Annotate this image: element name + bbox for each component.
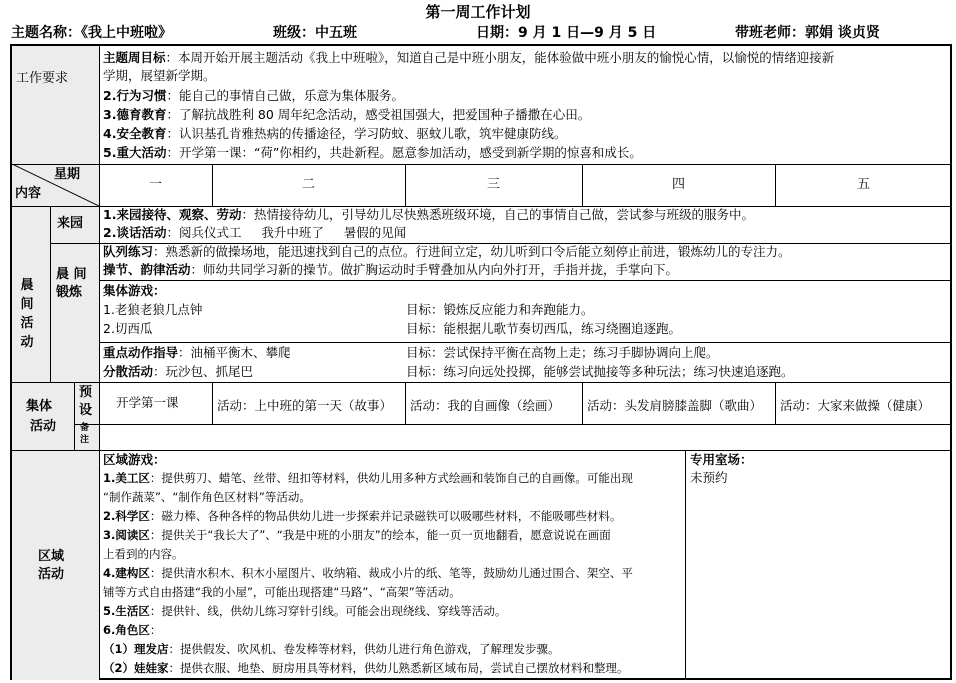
exercise-item: 操节、韵律活动：师幼共同学习新的操节。做扩胸运动时手臂叠加从内向外打开，手指并拢，手掌向下。	[103, 262, 679, 277]
area-line: 铺等方式自由搭建“我的小屋”，可能出现搭建“马路”、“高架”等活动。	[103, 585, 461, 599]
content-label: 内容	[15, 186, 42, 201]
key-action: 重点动作指导：油桶平衡木、攀爬	[103, 345, 291, 360]
exercise-label: 晨 间	[56, 267, 87, 282]
col-line	[775, 382, 776, 424]
activity-wed: 活动：我的自画像（绘画）	[410, 398, 561, 413]
row-line	[74, 424, 952, 425]
area-line: 2.科学区：磁力棒、各种各样的物品供幼儿进一步探索并记录磁铁可以吸哪些材料，不能吸哪些材料。	[103, 509, 622, 523]
area-label: 活动	[38, 567, 65, 582]
col-line	[99, 46, 100, 680]
area-line: 4.建构区：提供清水积木、积木小屋图片、收纳箱、裁成小片的纸、笔等，鼓励幼儿通过围合、架空、平	[103, 566, 633, 580]
col-line	[212, 382, 213, 424]
arrival-item: 1.来园接待、观察、劳动：热情接待幼儿，引导幼儿尽快熟悉班级环境，自己的事情自己做，尝试参与班级的服务中。	[103, 207, 754, 222]
game-goal: 目标：锻炼反应能力和奔跑能力。	[406, 302, 594, 317]
activity-mon: 开学第一课	[116, 395, 179, 410]
col-line	[582, 382, 583, 424]
date-range: 日期：9 月 1 日—9 月 5 日	[476, 25, 657, 41]
work-item: 5.重大活动：开学第一课：“荷”你相约，共赴新程。愿意参加活动，感受到新学期的惊喜和成长。	[103, 145, 642, 160]
day-fri: 五	[856, 177, 870, 192]
page-title: 第一周工作计划	[425, 3, 531, 21]
col-line	[50, 206, 51, 382]
col-line	[74, 382, 75, 450]
exercise-label: 锻炼	[56, 285, 83, 300]
game-goal: 目标：能根据儿歌节奏切西瓜，练习绕圈追逐跑。	[406, 321, 682, 336]
plan-label: 设	[79, 403, 93, 418]
area-label: 区域	[38, 549, 65, 564]
game-name: 2.切西瓜	[103, 321, 153, 336]
area-title: 区域游戏：	[103, 452, 166, 467]
arrival-label: 来园	[57, 216, 84, 231]
note-label: 注	[80, 435, 90, 445]
group-activity: 分散活动：玩沙包、抓尾巴	[103, 364, 254, 379]
exercise-item: 队列练习：熟悉新的做操场地，能迅速找到自己的点位。行进间立定，幼儿听到口令后能立刻停止前进，锻炼幼儿的专注力。	[103, 244, 791, 259]
area-line: 5.生活区：提供针、线，供幼儿练习穿针引线。可能会出现绕线、穿线等活动。	[103, 604, 507, 618]
star-label: 星期	[54, 167, 81, 182]
games-label: 集体游戏：	[103, 283, 166, 298]
activity-fri: 活动：大家来做操（健康）	[780, 398, 931, 413]
col-line	[405, 382, 406, 424]
activity-tue: 活动：上中班的第一天（故事）	[217, 398, 393, 413]
row-line	[99, 280, 952, 281]
day-tue: 二	[301, 177, 315, 192]
area-line: 1.美工区：提供剪刀、蜡笔、丝带、纽扣等材料，供幼儿用多种方式绘画和装饰自己的自画像。可能出现	[103, 471, 633, 485]
goal-line-1: 主题周目标：本周开始开展主题活动《我上中班啦》，知道自己是中班小朋友，能体验做中班小朋友的愉悦心情，以愉悦的情绪迎接新	[103, 50, 835, 65]
key-goal: 目标：尝试保持平衡在高物上走；练习手脚协调向上爬。	[406, 345, 719, 360]
plan-label: 预	[79, 385, 93, 400]
goal-line-2: 学期，展望新学期。	[103, 68, 216, 83]
work-item: 2.行为习惯：能自己的事情自己做，乐意为集体服务。	[103, 88, 404, 103]
col-line	[685, 450, 686, 680]
work-item: 3.德育教育：了解抗战胜利 80 周年纪念活动，感受祖国强大，把爱国种子播撒在心田。	[103, 107, 591, 122]
work-label: 工作要求	[16, 71, 69, 86]
area-line: （1）理发店：提供假发、吹风机、卷发棒等材料，供幼儿进行角色游戏，了解理发步骤。	[103, 642, 560, 656]
arrival-item: 2.谈话活动：阅兵仪式工 我升中班了 暑假的见闻	[103, 225, 407, 240]
area-line: 3.阅读区：提供关于“我长大了”、“我是中班的小朋友”的绘本，能一页一页地翻看，愿意说说在画面	[103, 528, 611, 542]
area-line: 6.角色区：	[103, 623, 162, 637]
area-line: “制作蔬菜”、“制作角色区材料”等活动。	[103, 490, 311, 504]
row-line	[99, 342, 952, 343]
activity-thu: 活动：头发肩膀膝盖脚（歌曲）	[587, 398, 763, 413]
shade-work	[12, 46, 99, 164]
collective-label: 活动	[30, 419, 57, 434]
game-name: 1.老狼老狼几点钟	[103, 302, 203, 317]
plan-table	[10, 44, 952, 680]
room-label: 专用室场：	[690, 452, 753, 467]
teacher-names: 带班老师：郭娟 谈贞贤	[735, 25, 880, 41]
day-thu: 四	[671, 177, 685, 192]
area-line: 上看到的内容。	[103, 547, 184, 561]
day-mon: 一	[148, 177, 162, 192]
row-line	[12, 382, 952, 383]
class-name: 班级：中五班	[273, 25, 357, 41]
room-value: 未预约	[690, 470, 728, 485]
work-item: 4.安全教育：认识基孔肯雅热病的传播途径，学习防蚊、驱蚊儿歌，筑牢健康防线。	[103, 126, 567, 141]
collective-label: 集体	[26, 399, 53, 414]
theme-name: 主题名称：《我上中班啦》	[11, 25, 172, 41]
area-line: （2）娃娃家：提供衣服、地垫、厨房用具等材料，供幼儿熟悉新区域布局，尝试自己摆放材料和整理。	[103, 661, 629, 675]
row-line	[12, 164, 952, 165]
morning-label: 晨 间 活 动	[20, 278, 34, 350]
day-wed: 三	[486, 177, 500, 192]
note-label: 备	[80, 423, 90, 433]
group-goal: 目标：练习向远处投掷，能够尝试抛接等多种玩法；练习快速追逐跑。	[406, 364, 794, 379]
